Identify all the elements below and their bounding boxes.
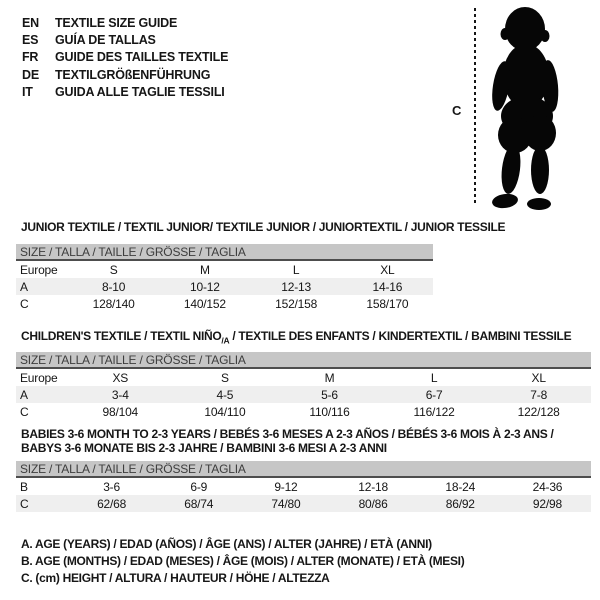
cell: 3-6	[103, 479, 120, 494]
cell: 86/92	[445, 496, 475, 511]
table-row-age	[16, 278, 433, 295]
row-label: A	[20, 387, 28, 402]
table-header-row	[16, 261, 433, 278]
language-label: GUIDE DES TAILLES TEXTILE	[55, 50, 229, 65]
junior-table	[16, 244, 433, 312]
cell: 98/104	[102, 404, 139, 419]
cell: 128/140	[92, 296, 135, 311]
children-title-text: CHILDREN'S TEXTILE / TEXTIL NIÑO	[21, 329, 222, 343]
column-header: XS	[112, 370, 129, 385]
language-row-en	[22, 14, 228, 31]
cell: 4-5	[216, 387, 234, 402]
baby-foot-left	[491, 192, 519, 209]
baby-foot-right	[527, 198, 551, 210]
language-header	[22, 14, 228, 100]
column-header: S	[109, 262, 118, 277]
language-code: IT	[22, 84, 33, 99]
children-title-text: / TEXTILE DES ENFANTS / KINDERTEXTIL / BAMBINI TESSILE	[229, 329, 572, 343]
cell: 140/152	[183, 296, 226, 311]
size-header-bar: SIZE / TALLA / TAILLE / GRÖSSE / TAGLIA	[16, 244, 433, 261]
language-label: TEXTILE SIZE GUIDE	[55, 15, 178, 30]
cell: 12-18	[358, 479, 388, 494]
cell: 7-8	[530, 387, 548, 402]
children-table	[16, 352, 591, 420]
language-label: GUIDA ALLE TAGLIE TESSILI	[55, 84, 225, 99]
table-row-height	[16, 495, 591, 512]
babies-table-title-line2: BABYS 3-6 MONATE BIS 2-3 JAHRE / BAMBINI 3-6 MESI A 2-3 ANNI	[21, 441, 387, 455]
footnote-height: C. (cm) HEIGHT / ALTURA / HAUTEUR / HÖHE / ALTEZZA	[21, 571, 330, 585]
column-header: M	[324, 370, 335, 385]
language-code: EN	[22, 15, 39, 30]
children-table-title	[21, 329, 571, 345]
children-title-subscript: /A	[221, 335, 230, 346]
column-header: M	[199, 262, 210, 277]
language-label: GUÍA DE TALLAS	[55, 32, 156, 47]
row-label: Europe	[20, 262, 58, 277]
table-row-age-months	[16, 478, 591, 495]
column-header: XL	[380, 262, 395, 277]
cell: 9-12	[274, 479, 298, 494]
size-header-bar: SIZE / TALLA / TAILLE / GRÖSSE / TAGLIA	[16, 352, 591, 369]
language-row-fr	[22, 49, 228, 66]
cell: 24-36	[532, 479, 563, 494]
babies-table	[16, 461, 591, 512]
table-header-row	[16, 369, 591, 386]
height-label-c: C	[452, 103, 462, 118]
language-row-de	[22, 66, 228, 83]
baby-leg-right	[531, 146, 549, 194]
table-row-height	[16, 295, 433, 312]
row-label: A	[20, 279, 28, 294]
column-header: XL	[531, 370, 546, 385]
footnote-age-years: A. AGE (YEARS) / EDAD (AÑOS) / ÂGE (ANS) / ALTER (JAHRE) / ETÀ (ANNI)	[21, 537, 432, 551]
cell: 74/80	[271, 496, 301, 511]
baby-silhouette-image	[479, 4, 574, 214]
cell: 92/98	[532, 496, 562, 511]
column-header: L	[292, 262, 300, 277]
height-dashed-line	[474, 8, 476, 206]
babies-table-title-line1: BABIES 3-6 MONTH TO 2-3 YEARS / BEBÉS 3-6 MESES A 2-3 AÑOS / BÉBÉS 3-6 MOIS À 2-3 ANS /	[21, 427, 554, 441]
language-code: FR	[22, 50, 39, 65]
cell: 6-7	[425, 387, 443, 402]
language-row-es	[22, 31, 228, 48]
cell: 12-13	[281, 279, 311, 294]
cell: 116/122	[413, 404, 455, 419]
cell: 62/68	[97, 496, 127, 511]
legend-footnotes	[21, 536, 464, 587]
column-header: L	[430, 370, 438, 385]
cell: 158/170	[366, 296, 409, 311]
language-code: DE	[22, 67, 39, 82]
cell: 6-9	[190, 479, 208, 494]
baby-short-right	[524, 115, 556, 151]
size-header-bar: SIZE / TALLA / TAILLE / GRÖSSE / TAGLIA	[16, 461, 591, 478]
footnote-age-months: B. AGE (MONTHS) / EDAD (MESES) / ÂGE (MOIS) / ALTER (MONATE) / ETÀ (MESI)	[21, 554, 465, 568]
row-label: B	[20, 479, 28, 494]
cell: 14-16	[372, 279, 403, 294]
cell: 104/110	[204, 404, 246, 419]
column-header: S	[220, 370, 229, 385]
table-row-age	[16, 386, 591, 403]
language-label: TEXTILGRÖßENFÜHRUNG	[55, 67, 211, 82]
cell: 152/158	[275, 296, 318, 311]
cell: 3-4	[111, 387, 129, 402]
cell: 18-24	[445, 479, 476, 494]
row-label: Europe	[20, 370, 58, 385]
cell: 68/74	[184, 496, 214, 511]
row-label: C	[20, 296, 29, 311]
cell: 122/128	[517, 404, 560, 419]
row-label: C	[20, 496, 29, 511]
junior-table-title: JUNIOR TEXTILE / TEXTIL JUNIOR/ TEXTILE JUNIOR / JUNIORTEXTIL / JUNIOR TESSILE	[21, 220, 506, 234]
row-label: C	[20, 404, 29, 419]
language-row-it	[22, 83, 228, 100]
baby-ear-left	[501, 28, 510, 40]
cell: 5-6	[321, 387, 338, 402]
baby-ear-right	[541, 30, 550, 42]
language-code: ES	[22, 32, 39, 47]
cell: 80/86	[358, 496, 388, 511]
cell: 10-12	[190, 279, 220, 294]
cell: 110/116	[309, 404, 350, 419]
cell: 8-10	[102, 279, 126, 294]
table-row-height	[16, 403, 591, 420]
